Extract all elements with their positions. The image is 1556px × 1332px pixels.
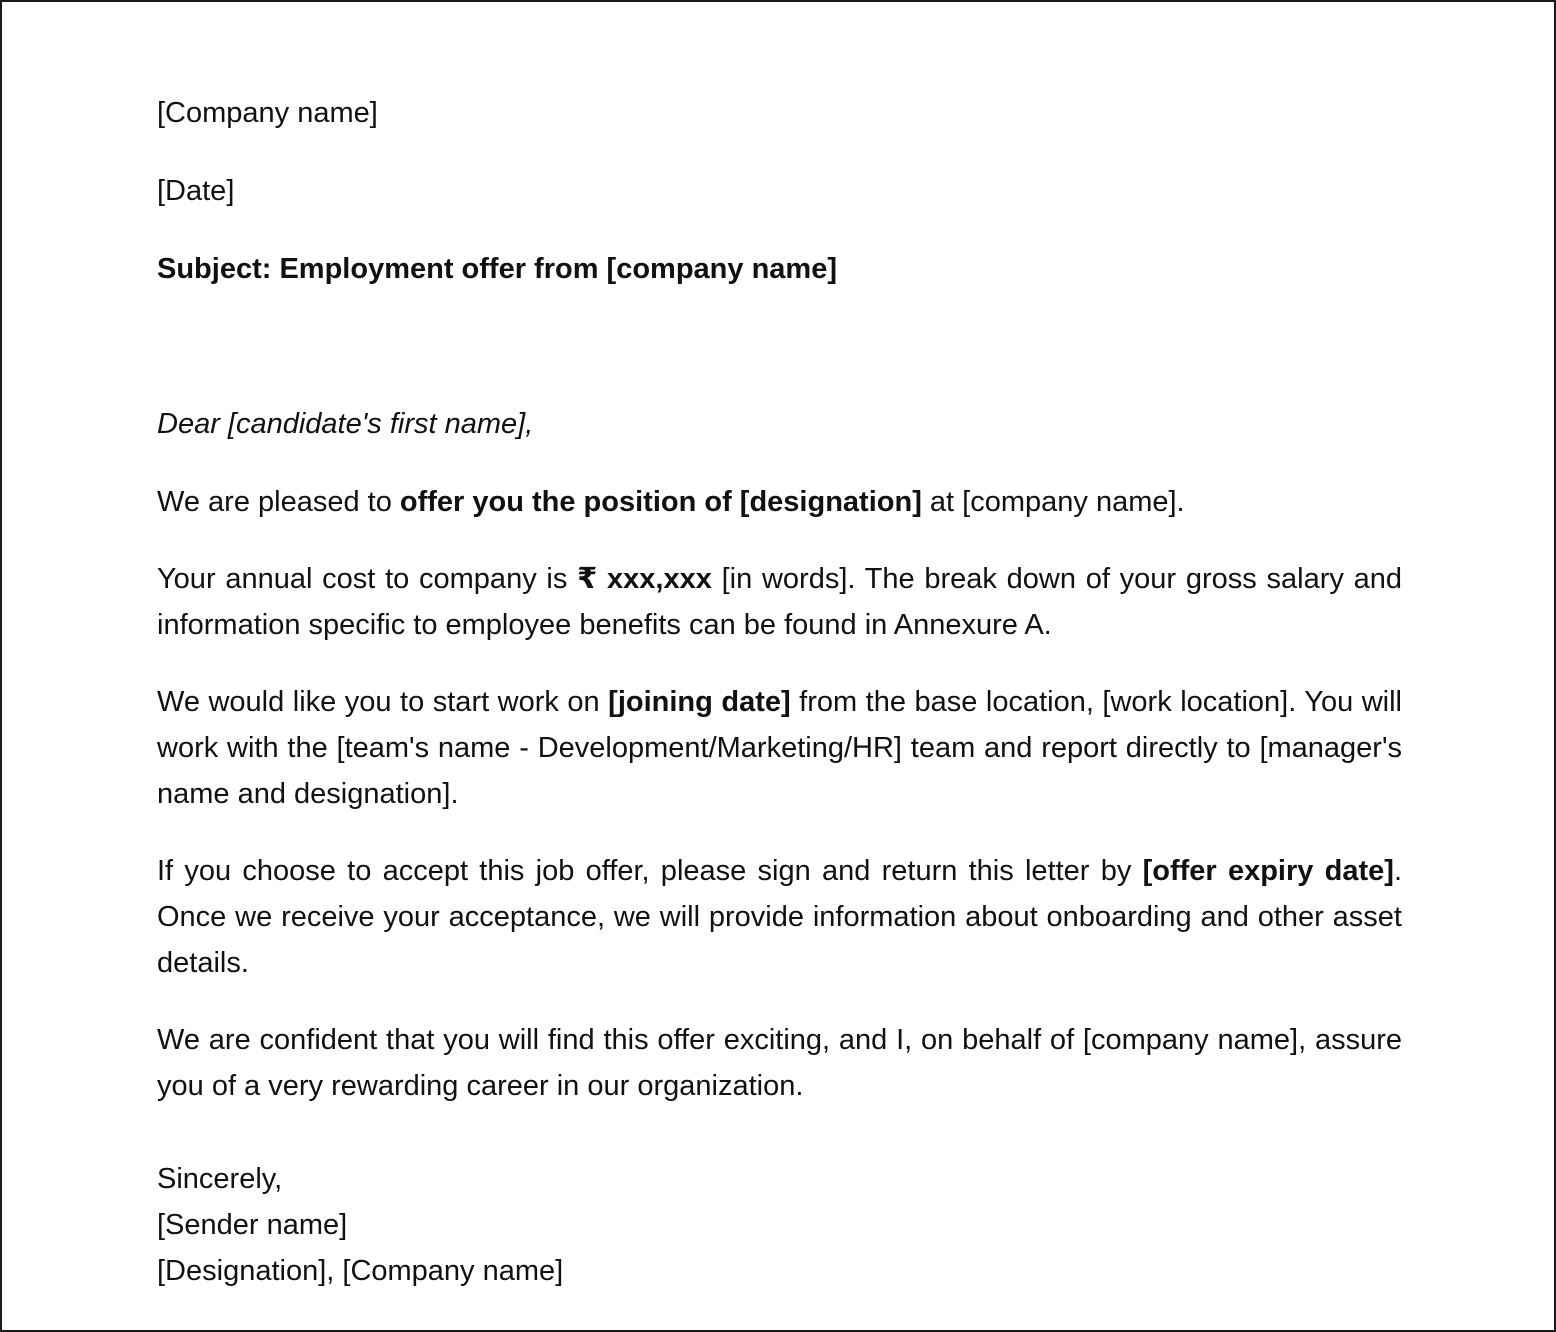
paragraph-joining [157,679,1402,817]
text-segment: at [company name]. [921,486,1185,518]
text-segment: . Once we receive your acceptance, we will provide information about onboarding and other asset details. [157,855,1403,979]
closing-sincerely: Sincerely, [157,1163,283,1195]
text-segment: We would like you to start work on [157,686,609,718]
closing-sender-name: [Sender name] [157,1209,348,1241]
text-segment: Your annual cost to company is [157,563,578,595]
text-segment-bold: [joining date] [608,686,791,718]
text-segment: from the base location, [work location]. You will work with the [team's name - Development/Marketing/HR] team and report directly to [manager's name and designation]. [157,686,1402,810]
company-name-line: [Company name] [157,97,378,129]
text-segment-bold: ₹ xxx,xxx [577,563,712,595]
closing-designation: [Designation], [Company name] [157,1255,564,1287]
paragraph-salary [157,556,1402,648]
paragraph-confidence [157,1017,1402,1109]
subject-line: Subject: Employment offer from [company name] [157,253,837,285]
text-segment: We are pleased to [157,486,400,518]
paragraph-offer-position [157,479,1402,525]
text-segment: We are confident that you will find this offer exciting, and I, on behalf of [company name], assure you of a very rewarding career in our organization. [157,1024,1402,1102]
salutation-line: Dear [candidate's first name], [157,408,534,440]
text-segment: If you choose to accept this job offer, please sign and return this letter by [157,855,1143,887]
document-content [2,2,1554,1294]
text-segment: [in words]. The break down of your gross salary and information specific to employee benefits can be found in Annexure A. [157,563,1402,641]
closing-block [157,1156,1402,1294]
date-line: [Date] [157,175,235,207]
paragraph-acceptance [157,848,1402,986]
text-segment-bold: [offer expiry date] [1142,855,1394,887]
text-segment-bold: offer you the position of [designation] [399,486,922,518]
